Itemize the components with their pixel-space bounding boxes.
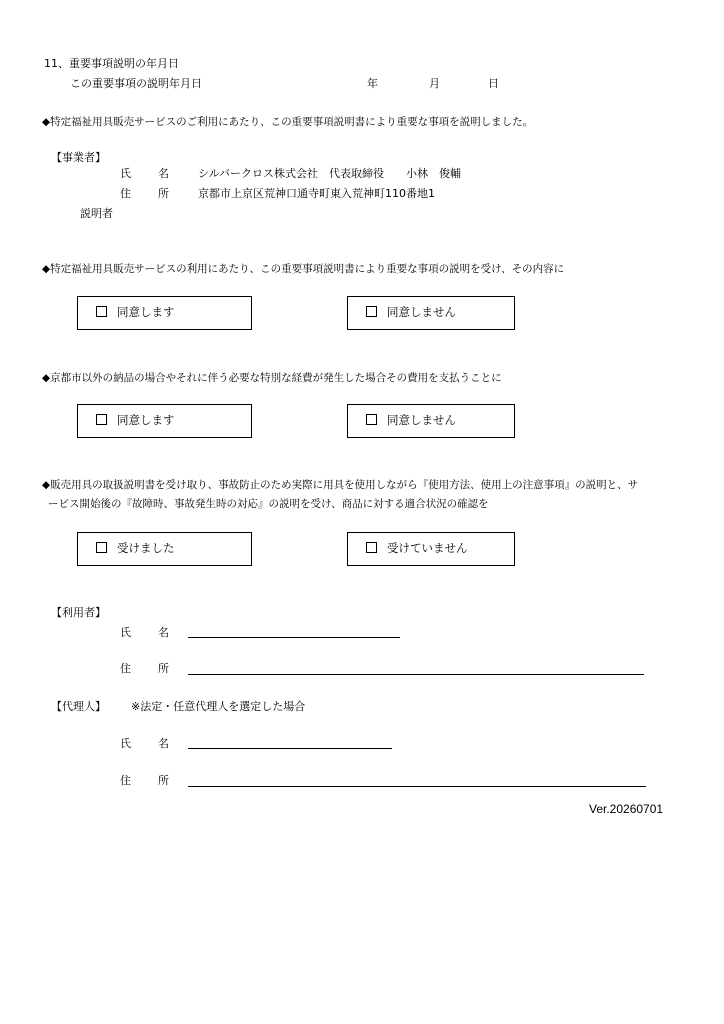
- agent-address-field[interactable]: [188, 786, 646, 787]
- user-address-label-1: 住: [120, 662, 131, 675]
- user-name-label-1: 氏: [120, 626, 131, 639]
- user-address-field[interactable]: [188, 674, 644, 675]
- q2-disagree-option[interactable]: [347, 404, 515, 438]
- business-name-label-1: 氏: [120, 167, 131, 180]
- agent-note: ※法定・任意代理人を選定した場合: [131, 700, 306, 713]
- q3-received-option[interactable]: [77, 532, 252, 566]
- q1-disagree-label: 同意しません: [387, 305, 456, 319]
- agent-heading: 【代理人】: [51, 700, 106, 713]
- year-label: 年: [367, 77, 378, 90]
- user-heading: 【利用者】: [51, 606, 106, 619]
- q1-agree-option[interactable]: [77, 296, 252, 330]
- checkbox-icon[interactable]: [366, 306, 377, 317]
- checkbox-icon[interactable]: [96, 306, 107, 317]
- consent-question-1: ◆特定福祉用具販売サービスの利用にあたり、この重要事項説明書により重要な事項の説明を受け、その内容に: [42, 263, 565, 275]
- business-address-value: 京都市上京区荒神口通寺町東入荒神町110番地1: [198, 187, 435, 200]
- section-heading: 11、重要事項説明の年月日: [44, 57, 179, 70]
- version-label: Ver.20260701: [589, 802, 664, 816]
- date-label: この重要事項の説明年月日: [70, 77, 202, 90]
- day-label: 日: [488, 77, 499, 90]
- q3-not-received-option[interactable]: [347, 532, 515, 566]
- q1-agree-label: 同意します: [117, 305, 175, 319]
- consent-question-3-line-1: ◆販売用具の取扱説明書を受け取り、事故防止のため実際に用具を使用しながら『使用方法、使用上の注意事項』の説明と、サ: [42, 479, 639, 491]
- consent-question-3-line-2: ービス開始後の『故障時、事故発生時の対応』の説明を受け、商品に対する適合状況の確認を: [48, 498, 489, 510]
- q1-disagree-option[interactable]: [347, 296, 515, 330]
- user-address-label-2: 所: [158, 662, 169, 675]
- business-heading: 【事業者】: [51, 151, 106, 164]
- agent-name-label-1: 氏: [120, 737, 131, 750]
- checkbox-icon[interactable]: [366, 542, 377, 553]
- checkbox-icon[interactable]: [366, 414, 377, 425]
- q2-agree-option[interactable]: [77, 404, 252, 438]
- business-name-value: シルバークロス株式会社 代表取締役 小林 俊輔: [198, 167, 461, 180]
- agent-address-label-1: 住: [120, 774, 131, 787]
- agent-address-label-2: 所: [158, 774, 169, 787]
- user-name-label-2: 名: [158, 626, 169, 639]
- agent-name-field[interactable]: [188, 748, 392, 749]
- business-name-label-2: 名: [158, 167, 169, 180]
- business-address-label-1: 住: [120, 187, 131, 200]
- explanation-statement: ◆特定福祉用具販売サービスのご利用にあたり、この重要事項説明書により重要な事項を説明しました。: [42, 116, 534, 128]
- q2-disagree-label: 同意しません: [387, 413, 456, 427]
- checkbox-icon[interactable]: [96, 542, 107, 553]
- business-address-label-2: 所: [158, 187, 169, 200]
- user-name-field[interactable]: [188, 637, 400, 638]
- q3-not-received-label: 受けていません: [387, 541, 468, 555]
- agent-name-label-2: 名: [158, 737, 169, 750]
- q3-received-label: 受けました: [117, 541, 175, 555]
- q2-agree-label: 同意します: [117, 413, 175, 427]
- month-label: 月: [429, 77, 440, 90]
- explainer-label: 説明者: [80, 207, 113, 220]
- checkbox-icon[interactable]: [96, 414, 107, 425]
- consent-question-2: ◆京都市以外の納品の場合やそれに伴う必要な特別な経費が発生した場合その費用を支払うことに: [42, 372, 502, 384]
